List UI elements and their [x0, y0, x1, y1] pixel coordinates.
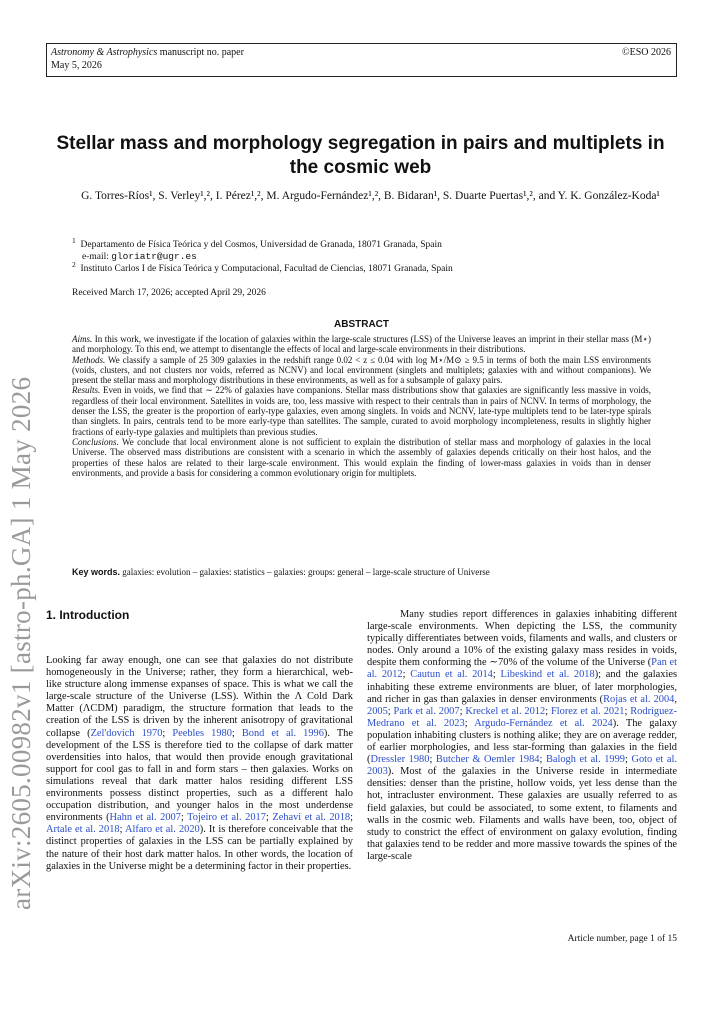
abstract-methods: Methods. We classify a sample of 25 309 galaxies in the redshift range 0.02 < z ≤ 0.04 with log M⋆/M⊙ ≥ 9.5 in terms of both the main LSS environments (voids, clusters, and not clusters nor voids, referred as NCNV) and local environment (singlets and multiplets; galaxies with and without companions). We present the stellar mass and morphology distributions in these environments, as well as for a subsample of galaxy pairs. — [72, 354, 651, 386]
citation-link[interactable]: 2005 — [367, 705, 388, 717]
citation-link[interactable]: Pan et al. 2012 — [367, 657, 678, 681]
manuscript-date: May 5, 2026 — [51, 60, 102, 71]
citation-link[interactable]: Goto et al. 2003 — [367, 754, 677, 778]
citation-link[interactable]: Balogh et al. 1999 — [545, 754, 626, 766]
journal-name: Astronomy & Astrophysics — [51, 47, 158, 58]
abstract-aims: Aims. In this work, we investigate if the location of galaxies within the large-scale structures (LSS) of the Universe leaves an imprint in their stellar mass (M⋆) and morphology. To this end, we attempt to disentangle the effects of local and large-scale environments in their distributions. — [72, 334, 651, 355]
keywords: Key words. galaxies: evolution – galaxies: statistics – galaxies: groups: general – large-scale structure of Universe — [72, 567, 490, 577]
email-address: gloriatr@ugr.es — [111, 251, 197, 262]
abstract-heading: ABSTRACT — [334, 319, 389, 330]
citation-link[interactable]: Libeskind et al. 2018 — [500, 669, 595, 681]
abstract-results: Results. Even in voids, we find that ∼ 22% of galaxies have companions. Stellar mass distributions show that galaxies are significantly less massive in voids, regardless of their local environment. Satellites in voids are, too, less massive with respect to their centrals than in pairs of NCNV. In terms of morphology, the denser the LSS, the greater is the proportion of early-type galaxies, even among singlets. In voids and NCNV, late-type multiplets tend to be later-type spirals than singlets. In pairs, centrals tend to be more early-type than satellites. The sample, curated to avoid morphology incompleteness, results in slightly higher fractions of early-type galaxies and multiplets than previous studies. — [72, 385, 651, 437]
citation-link[interactable]: Dressler 1980 — [370, 754, 430, 766]
affiliation-2: $^2$ Instituto Carlos I de Física Teórica y Computacional, Facultad de Ciencias, 18071 Granada, Spain — [72, 260, 453, 274]
intro-paragraph-1: Looking far away enough, one can see that galaxies do not distribute homogeneously in the Universe; rather, they form a hierarchical, web-like structure along immense expanses of space. This is what we call the large-scale structure of the Universe (LSS). Within the Λ Cold Dark Matter (ΛCDM) paradigm, the structure formation that leads to the creation of the LSS is driven by the inherent anisotropy of gravitational collapse (Zel'dovich 1970; Peebles 1980; Bond et al. 1996). The development of the LSS is therefore tied to the collapse of dark matter overdensities into halos, that would then provide enough gravitational support for cool gas to fall in and form stars – then galaxies. Works on simulations reveal that dark matter halos residing different LSS environments possess distinct properties, such as a different halo occupation distribution, and younger halos in the most underdense environments (Hahn et al. 2007; Tojeiro et al. 2017; Zehavi et al. 2018; Artale et al. 2018; Alfaro et al. 2020). It is therefore conceivable that the distinct properties of galaxies in the LSS can be partially explained by the nature of their host dark matter halos. In other words, the location of galaxies in the Universe might be a determining factor in their properties. — [46, 655, 353, 872]
citation-link[interactable]: Zel'dovich 1970 — [90, 727, 163, 739]
citation-link[interactable]: Butcher & Oemler 1984 — [435, 754, 540, 766]
page-footer: Article number, page 1 of 15 — [567, 934, 677, 944]
arxiv-stamp: arXiv:2605.00982v1 [astro-ph.GA] 1 May 2026 — [6, 376, 36, 910]
citation-link[interactable]: Rodríguez-Medrano et al. 2023 — [367, 705, 677, 729]
section-heading: 1. Introduction — [46, 608, 130, 622]
affiliation-1: $^1$ Departamento de Física Teórica y del Cosmos, Universidad de Granada, 18071 Granada, Spain — [72, 236, 442, 250]
citation-link[interactable]: Hahn et al. 2007 — [109, 812, 181, 824]
citation-link[interactable]: Artale et al. 2018 — [46, 824, 120, 836]
email-line: e-mail: gloriatr@ugr.es — [82, 251, 197, 262]
running-header — [46, 43, 677, 77]
citation-link[interactable]: Kreckel et al. 2012 — [465, 705, 546, 717]
paper-title: Stellar mass and morphology segregation in pairs and multiplets in the cosmic web — [56, 133, 665, 178]
author-list: G. Torres-Ríos¹, S. Verley¹,², I. Pérez¹,², M. Argudo-Fernández¹,², B. Bidaran¹, S. Duarte Puertas¹,², and Y. K. González-Koda¹ — [81, 190, 660, 202]
right-column — [367, 609, 677, 863]
citation-link[interactable]: Argudo-Fernández et al. 2024 — [474, 717, 613, 729]
citation-link[interactable]: Cautun et al. 2014 — [410, 669, 493, 681]
citation-link[interactable]: Bond et al. 1996 — [241, 727, 324, 739]
citation-link[interactable]: Zehavi et al. 2018 — [272, 812, 351, 824]
journal-line — [51, 47, 244, 58]
intro-paragraph-2: Many studies report differences in galaxies inhabiting different large-scale environments. When depicting the LSS, the community typically differentiates between voids, filaments and walls, and clusters or nodes. Only around a 10% of the existing galaxy mass resides in voids, despite them conforming the ∼70% of the volume of the Universe (Pan et al. 2012; Cautun et al. 2014; Libeskind et al. 2018); and the galaxies inhabiting these extreme environments are bluer, of later morphologies, and richer in gas than galaxies in denser environments (Rojas et al. 2004, 2005; Park et al. 2007; Kreckel et al. 2012; Florez et al. 2021; Rodríguez-Medrano et al. 2023; Argudo-Fernández et al. 2024). The galaxy population inhabiting clusters is nothing alike; they are on average redder, of earlier morphologies, and less star-forming than galaxies in the field (Dressler 1980; Butcher & Oemler 1984; Balogh et al. 1999; Goto et al. 2003). Most of the galaxies in the Universe reside in intermediate densities: denser than the pristine, hollow voids, yet less dense than the hot, intracluster environment. These galaxies are usually referred to as field galaxies, but could be associated, to some extent, to filaments and walls in the cosmic web. Filaments and walls have been, too, object of study to constrict the effect of environment on galaxy evolution, finding that galaxies tend to be redder and more massive towards the spines of the large-scale — [367, 609, 678, 862]
abstract-body — [72, 334, 651, 478]
citation-link[interactable]: Park et al. 2007 — [393, 705, 460, 717]
left-column — [46, 655, 353, 873]
citation-link[interactable]: Alfaro et al. 2020 — [125, 824, 200, 836]
citation-link[interactable]: Tojeiro et al. 2017 — [187, 812, 266, 824]
abstract-conclusions: Conclusions. We conclude that local environment alone is not sufficient to explain the distribution of stellar mass and morphology of galaxies in the local Universe. The observed mass distributions are consistent with a scenario in which the assembly of galaxies depends critically on their host halos, and the properties of these halos are related to their large-scale environment. This would explain the finding of lower-mass galaxies in voids than in denser environments, and provide a basis for considering a common evolutionary origin for multiplets. — [72, 436, 651, 478]
citation-link[interactable]: Florez et al. 2021 — [550, 705, 625, 717]
received-dates: Received March 17, 2026; accepted April 29, 2026 — [72, 288, 266, 298]
citation-link[interactable]: Rojas et al. 2004 — [603, 693, 675, 705]
copyright: ©ESO 2026 — [622, 47, 671, 58]
citation-link[interactable]: Peebles 1980 — [172, 727, 232, 739]
manuscript-label: manuscript no. paper — [157, 47, 244, 58]
